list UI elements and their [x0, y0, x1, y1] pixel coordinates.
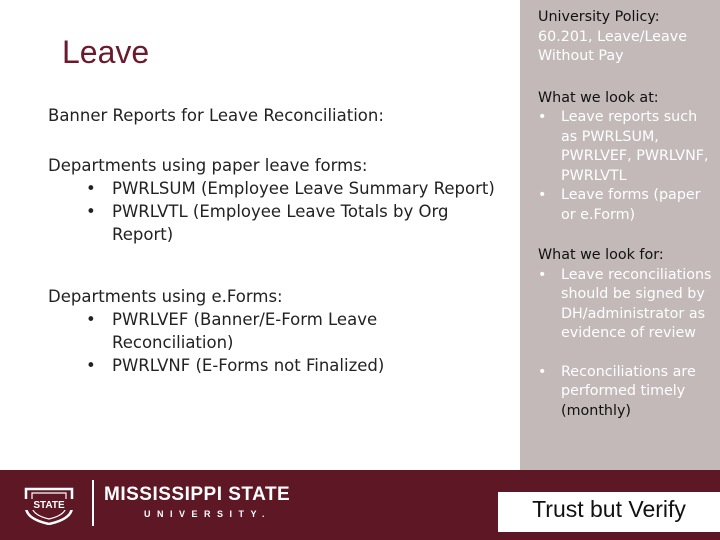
look-at-label: What we look at: — [538, 89, 659, 106]
eforms-heading: Departments using e.Forms: — [48, 287, 283, 306]
side-content — [538, 8, 716, 421]
university-logo-icon — [22, 485, 76, 525]
list-item: • Leave reports such as PWRLSUM, PWRLVEF, PWRLVNF, PWRLVTL — [538, 109, 709, 184]
policy-label: University Policy: — [538, 9, 660, 25]
list-item: • Reconciliations are performed timely (monthly) — [538, 363, 696, 419]
paper-report-list — [48, 177, 498, 246]
look-for-list-continued — [538, 363, 716, 422]
list-item: • PWRLSUM (Employee Leave Summary Report) — [86, 179, 495, 198]
list-item: • PWRLVNF (E-Forms not Finalized) — [86, 356, 385, 375]
look-for-list — [538, 266, 716, 344]
logo-divider — [92, 480, 94, 526]
monthly-note: (monthly) — [561, 402, 631, 419]
policy-text: 60.201, Leave/Leave Without Pay — [538, 28, 687, 64]
shield-text: STATE — [33, 500, 65, 511]
list-item: • PWRLVTL (Employee Leave Totals by Org Report) — [86, 202, 449, 244]
look-for-label: What we look for: — [538, 247, 664, 263]
slide-title: Leave — [62, 34, 150, 70]
intro-text: Banner Reports for Leave Reconciliation: — [48, 106, 384, 125]
list-item: • Leave forms (paper or e.Form) — [538, 187, 701, 223]
main-content — [48, 104, 498, 377]
eforms-report-list — [48, 308, 498, 377]
list-item: • Leave reconciliations should be signed by DH/administrator as evidence of review — [538, 266, 712, 341]
list-item: • PWRLVEF (Banner/E-Form Leave Reconciliation) — [86, 310, 378, 352]
paper-heading: Departments using paper leave forms: — [48, 156, 368, 175]
look-at-list — [538, 108, 716, 225]
university-subname: UNIVERSITY. — [144, 509, 272, 519]
university-name: MISSISSIPPI STATE — [104, 484, 291, 505]
tagline: Trust but Verify — [498, 492, 720, 532]
